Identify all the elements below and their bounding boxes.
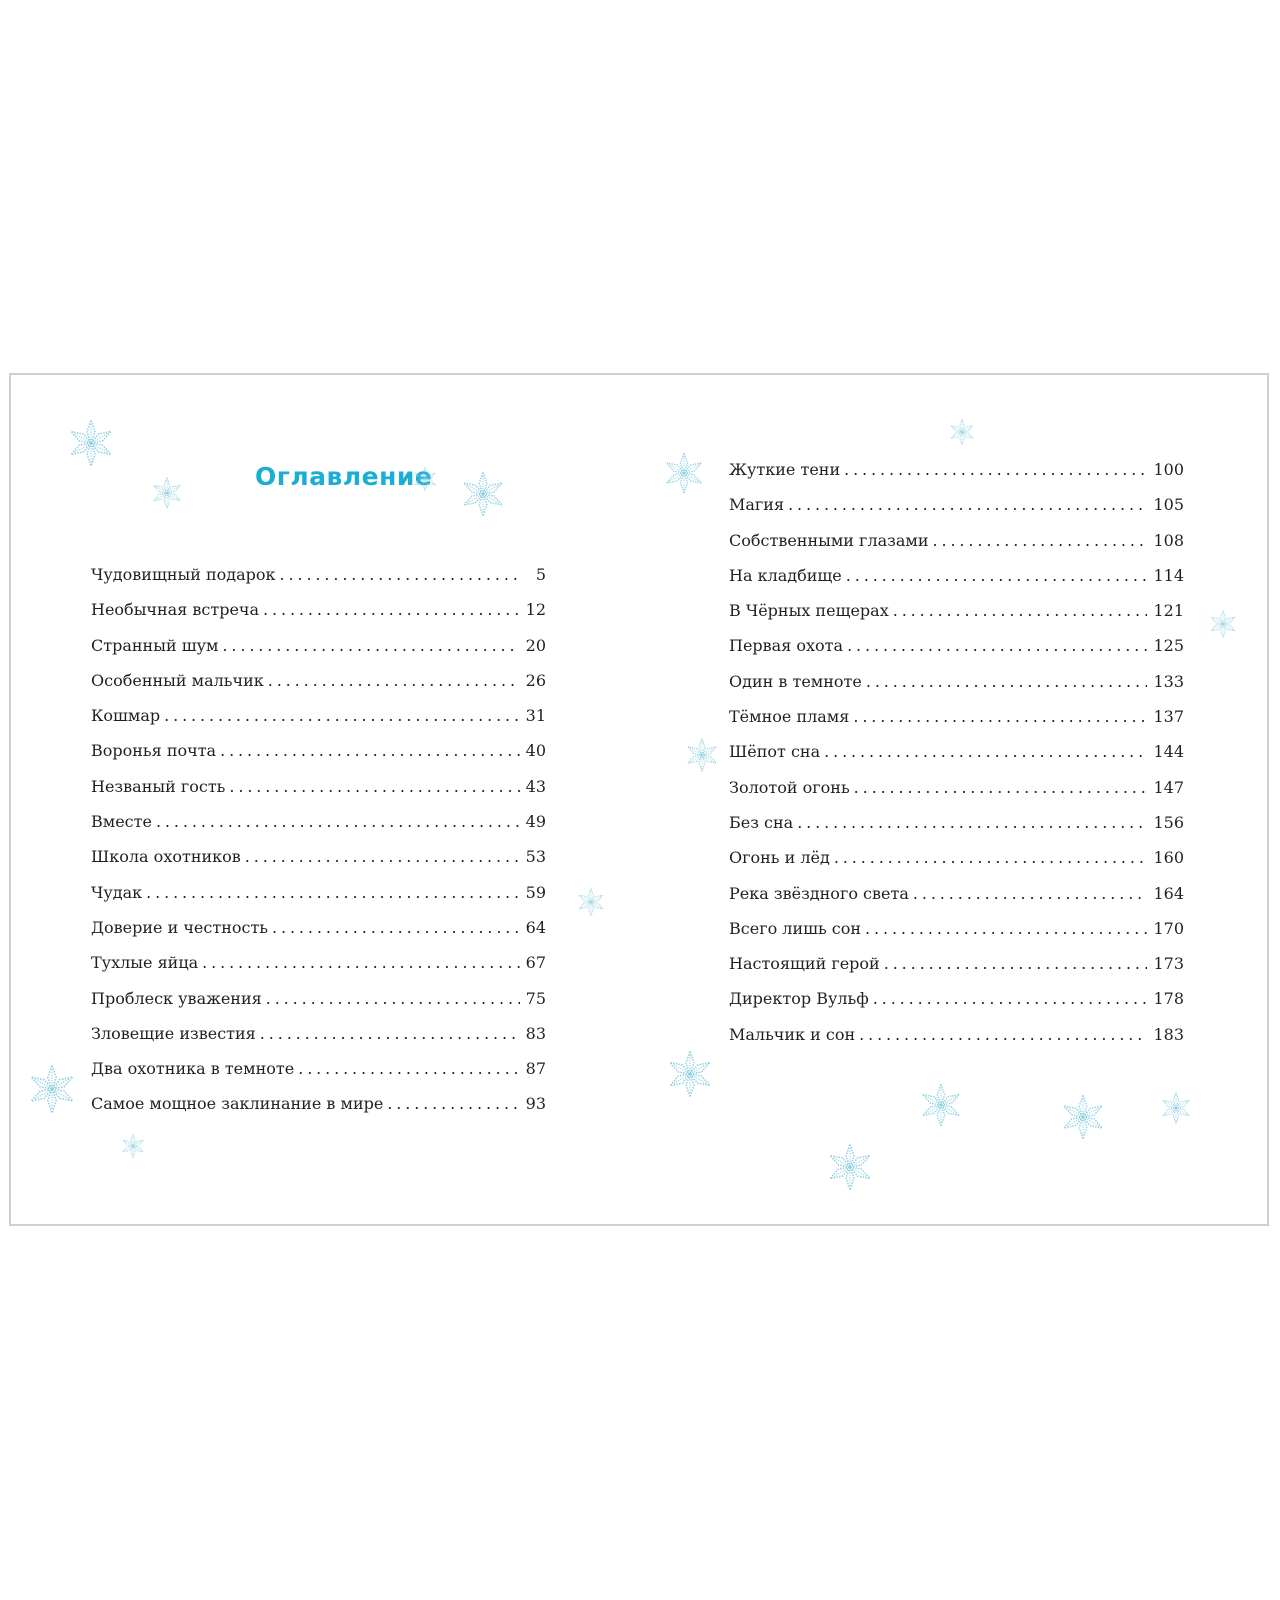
chapter-title: Незваный гость — [91, 776, 226, 796]
dot-leader — [797, 811, 1147, 835]
chapter-title: Собственными глазами — [729, 530, 929, 550]
toc-entry — [729, 917, 1184, 952]
chapter-title: Без сна — [729, 812, 794, 832]
page-number: 170 — [1153, 918, 1184, 938]
toc-entry — [91, 739, 546, 774]
toc-entry — [729, 740, 1184, 775]
page-number: 31 — [525, 706, 546, 726]
dot-leader — [280, 563, 520, 587]
snowflake-icon — [684, 737, 720, 773]
chapter-title: Тёмное пламя — [729, 707, 850, 727]
page-number: 43 — [525, 776, 546, 796]
toc-right-column — [729, 458, 1184, 1058]
page-number: 100 — [1153, 460, 1184, 479]
chapter-title: Шёпот сна — [729, 742, 821, 762]
dot-leader — [229, 775, 519, 799]
snowflake-icon — [150, 476, 184, 510]
toc-entry — [91, 1092, 546, 1127]
toc-entry — [729, 1023, 1184, 1058]
snowflake-icon — [948, 418, 976, 446]
dot-leader — [933, 529, 1148, 553]
dot-leader — [893, 599, 1148, 623]
chapter-title: Мальчик и сон — [729, 1024, 856, 1044]
toc-entry — [729, 634, 1184, 669]
toc-entry — [91, 1022, 546, 1057]
dot-leader — [873, 987, 1148, 1011]
toc-entry — [729, 493, 1184, 528]
dot-leader — [788, 493, 1147, 517]
page-number: 93 — [525, 1094, 546, 1114]
snowflake-icon — [662, 451, 706, 495]
chapter-title: Зловещие известия — [91, 1023, 256, 1043]
page-number: 26 — [525, 670, 546, 690]
toc-entry — [729, 564, 1184, 599]
page-number: 83 — [525, 1023, 546, 1043]
dot-leader — [865, 917, 1147, 941]
chapter-title: Самое мощное заклинание в мире — [91, 1094, 384, 1114]
snowflake-icon — [120, 1133, 146, 1159]
snowflake-icon — [825, 1142, 875, 1192]
toc-entry — [729, 952, 1184, 987]
dot-leader — [913, 882, 1148, 906]
dot-leader — [222, 634, 519, 658]
page-number: 173 — [1153, 954, 1184, 974]
dot-leader — [866, 670, 1148, 694]
toc-entry — [729, 458, 1184, 493]
toc-entry — [729, 529, 1184, 564]
chapter-title: Кошмар — [91, 706, 161, 726]
dot-leader — [853, 705, 1147, 729]
toc-entry — [91, 951, 546, 986]
page-number: 160 — [1153, 848, 1184, 868]
dot-leader — [387, 1092, 519, 1116]
dot-leader — [202, 951, 519, 975]
snowflake-icon — [1208, 609, 1238, 639]
toc-entry — [729, 846, 1184, 881]
page-number: 144 — [1153, 742, 1184, 762]
page-number: 87 — [525, 1059, 546, 1079]
snowflake-icon — [459, 470, 507, 518]
toc-entry — [91, 987, 546, 1022]
page-number: 49 — [525, 812, 546, 832]
dot-leader — [156, 810, 520, 834]
toc-entry — [91, 598, 546, 633]
toc-entry — [91, 845, 546, 880]
page-number: 40 — [525, 741, 546, 761]
dot-leader — [884, 952, 1148, 976]
chapter-title: Всего лишь сон — [729, 918, 862, 938]
snowflake-icon — [1159, 1091, 1193, 1125]
chapter-title: Жуткие тени — [729, 460, 841, 479]
toc-entry — [91, 1057, 546, 1092]
page-number: 164 — [1153, 883, 1184, 903]
dot-leader — [298, 1057, 519, 1081]
toc-entry — [729, 670, 1184, 705]
snowflake-icon — [1059, 1093, 1107, 1141]
toc-entry — [729, 882, 1184, 917]
snowflake-icon — [26, 1063, 78, 1115]
toc-entry — [729, 811, 1184, 846]
chapter-title: Чудак — [91, 882, 143, 902]
dot-leader — [824, 740, 1147, 764]
dot-leader — [266, 987, 520, 1011]
page-number: 75 — [525, 988, 546, 1008]
chapter-title: Магия — [729, 495, 785, 515]
page-number: 12 — [525, 600, 546, 620]
page-number: 137 — [1153, 707, 1184, 727]
chapter-title: Воронья почта — [91, 741, 217, 761]
toc-entry — [91, 810, 546, 845]
page-number: 114 — [1153, 565, 1184, 585]
page-number: 53 — [525, 847, 546, 867]
dot-leader — [146, 881, 519, 905]
toc-entry — [729, 599, 1184, 634]
dot-leader — [854, 776, 1148, 800]
dot-leader — [164, 704, 520, 728]
dot-leader — [859, 1023, 1147, 1047]
dot-leader — [844, 458, 1147, 482]
chapter-title: Особенный мальчик — [91, 670, 264, 690]
chapter-title: Река звёздного света — [729, 883, 909, 903]
dot-leader — [268, 669, 520, 693]
page-number: 67 — [525, 953, 546, 973]
chapter-title: Тухлые яйца — [91, 953, 199, 973]
chapter-title: Первая охота — [729, 636, 844, 656]
chapter-title: Золотой огонь — [729, 777, 850, 797]
page-number: 20 — [525, 635, 546, 655]
dot-leader — [272, 916, 520, 940]
toc-entry — [91, 669, 546, 704]
toc-entry — [729, 776, 1184, 811]
chapter-title: Вместе — [91, 812, 152, 832]
toc-entry — [91, 563, 546, 598]
chapter-title: Странный шум — [91, 635, 219, 655]
chapter-title: Один в темноте — [729, 671, 862, 691]
page-number: 147 — [1153, 777, 1184, 797]
chapter-title: Чудовищный подарок — [91, 565, 276, 584]
page-number: 156 — [1153, 812, 1184, 832]
chapter-title: На кладбище — [729, 565, 842, 585]
chapter-title: Два охотника в темноте — [91, 1059, 295, 1079]
page-title: Оглавление — [255, 462, 433, 491]
page-number: 59 — [525, 882, 546, 902]
chapter-title: Проблеск уважения — [91, 988, 262, 1008]
page-number: 64 — [525, 917, 546, 937]
toc-entry — [91, 775, 546, 810]
chapter-title: Директор Вульф — [729, 989, 869, 1009]
toc-entry — [91, 704, 546, 739]
snowflake-icon — [576, 887, 606, 917]
dot-leader — [263, 598, 520, 622]
dot-leader — [846, 564, 1148, 588]
toc-entry — [91, 881, 546, 916]
dot-leader — [260, 1022, 520, 1046]
chapter-title: Необычная встреча — [91, 600, 260, 620]
dot-leader — [847, 634, 1147, 658]
page-number: 133 — [1153, 671, 1184, 691]
toc-entry — [91, 916, 546, 951]
page-number: 125 — [1153, 636, 1184, 656]
dot-leader — [245, 845, 520, 869]
toc-entry — [729, 987, 1184, 1022]
snowflake-icon — [918, 1082, 964, 1128]
page-number: 178 — [1153, 989, 1184, 1009]
chapter-title: Школа охотников — [91, 847, 241, 867]
chapter-title: В Чёрных пещерах — [729, 601, 889, 621]
chapter-title: Огонь и лёд — [729, 848, 830, 868]
chapter-title: Настоящий герой — [729, 954, 880, 974]
snowflake-icon — [66, 418, 116, 468]
snowflake-icon — [665, 1049, 715, 1099]
dot-leader — [220, 739, 520, 763]
dot-leader — [834, 846, 1148, 870]
toc-entry — [729, 705, 1184, 740]
page-number: 5 — [535, 565, 546, 584]
page-number: 183 — [1153, 1024, 1184, 1044]
page-number: 108 — [1153, 530, 1184, 550]
snowflake-icon — [412, 466, 438, 492]
chapter-title: Доверие и честность — [91, 917, 269, 937]
page-number: 121 — [1153, 601, 1184, 621]
toc-entry — [91, 634, 546, 669]
page-number: 105 — [1153, 495, 1184, 515]
toc-left-column — [91, 563, 546, 1128]
